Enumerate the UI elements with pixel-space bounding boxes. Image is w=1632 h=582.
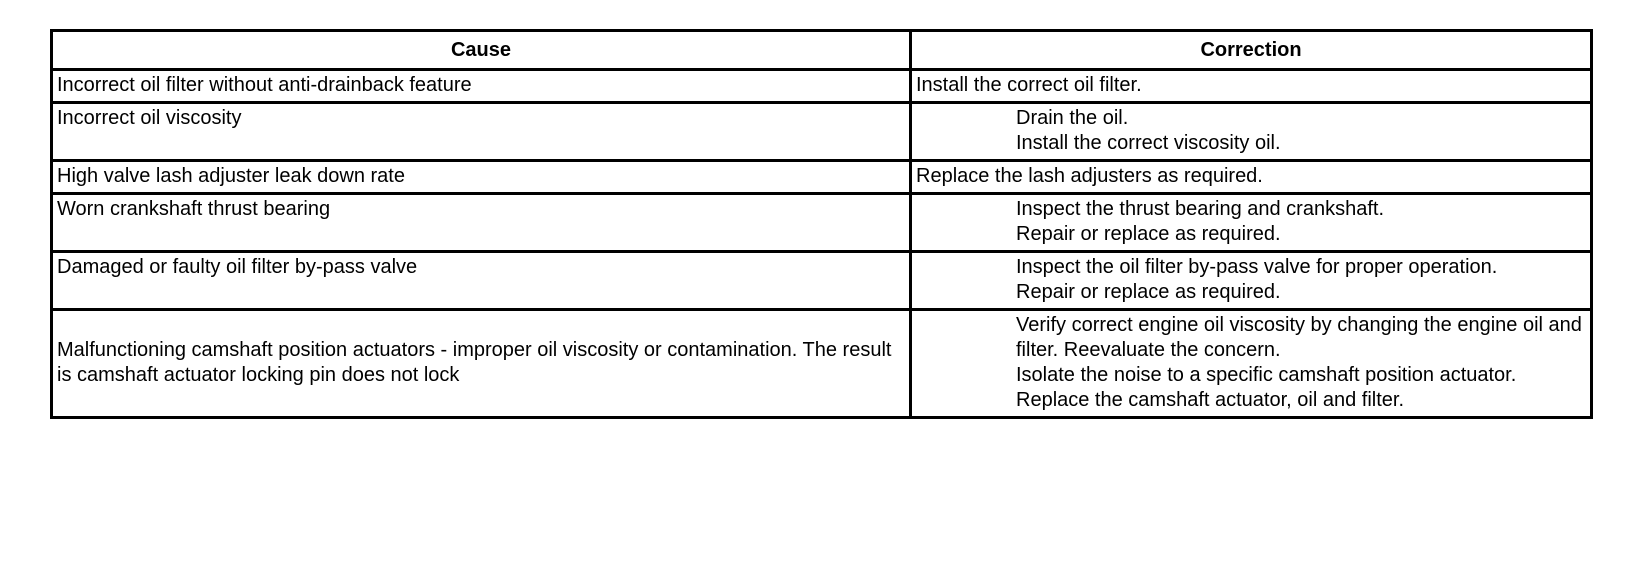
cause-cell: Worn crankshaft thrust bearing — [52, 194, 911, 252]
correction-line: Replace the camshaft actuator, oil and filter. — [1016, 389, 1404, 411]
cause-cell: Malfunctioning camshaft position actuators - improper oil viscosity or contamination. The result is camshaft actuator locking pin does not lock — [52, 310, 911, 418]
correction-cell — [911, 252, 1592, 310]
diagnosis-table — [50, 29, 1593, 419]
cause-cell: Incorrect oil filter without anti-drainback feature — [52, 70, 911, 103]
correction-list — [916, 106, 1586, 156]
cause-header: Cause — [52, 31, 911, 70]
correction-line: Replace the lash adjusters as required. — [916, 165, 1263, 187]
correction-cell — [911, 310, 1592, 418]
correction-line: Drain the oil. — [1016, 107, 1129, 129]
table-row — [52, 161, 1592, 194]
correction-line: Repair or replace as required. — [1016, 223, 1281, 245]
correction-cell — [911, 194, 1592, 252]
correction-list — [916, 313, 1586, 413]
correction-list — [916, 197, 1586, 247]
correction-line: Inspect the thrust bearing and crankshaft. — [1016, 198, 1384, 220]
table-row — [52, 70, 1592, 103]
correction-line: Install the correct oil filter. — [916, 74, 1142, 96]
correction-cell — [911, 103, 1592, 161]
correction-line: Inspect the oil filter by-pass valve for proper operation. — [1016, 256, 1498, 278]
correction-line: Repair or replace as required. — [1016, 281, 1281, 303]
correction-cell — [911, 70, 1592, 103]
correction-line: Install the correct viscosity oil. — [1016, 132, 1281, 154]
cause-cell: Incorrect oil viscosity — [52, 103, 911, 161]
table-row — [52, 310, 1592, 418]
correction-list — [916, 255, 1586, 305]
correction-header: Correction — [911, 31, 1592, 70]
correction-line: Isolate the noise to a specific camshaft position actuator. — [1016, 364, 1517, 386]
correction-line: Verify correct engine oil viscosity by changing the engine oil and filter. Reevaluate the concern. — [1016, 314, 1582, 361]
header-row — [52, 31, 1592, 70]
cause-cell: High valve lash adjuster leak down rate — [52, 161, 911, 194]
cause-cell: Damaged or faulty oil filter by-pass valve — [52, 252, 911, 310]
correction-cell — [911, 161, 1592, 194]
table-row — [52, 194, 1592, 252]
table-row — [52, 252, 1592, 310]
table-row — [52, 103, 1592, 161]
